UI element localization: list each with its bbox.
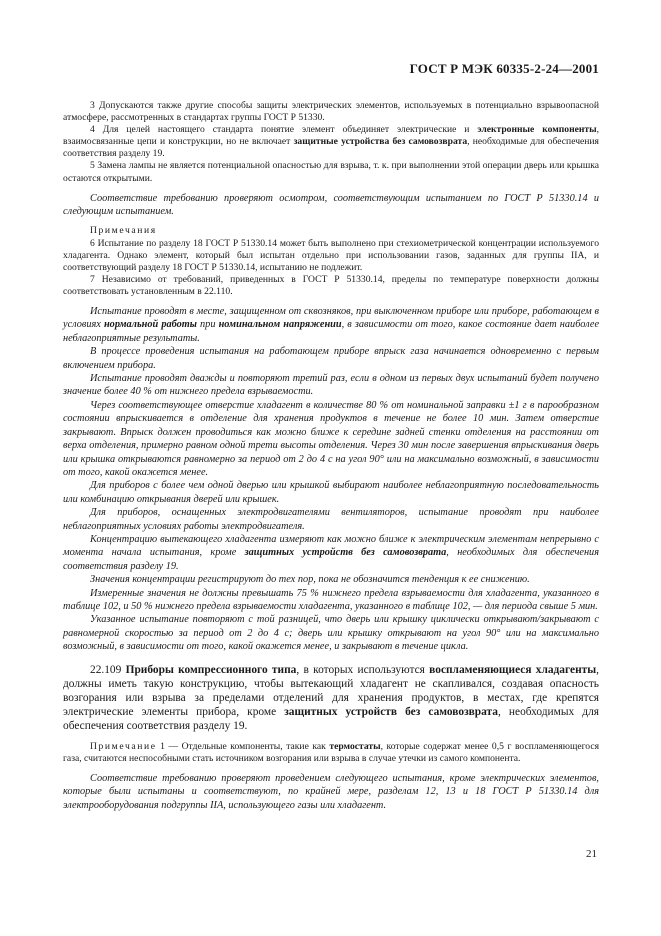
paragraph-note-6: 6 Испытание по разделу 18 ГОСТ Р 51330.14 может быть выполнено при стехиометрической концентрации используемого хладагента. Однако элемент, который был испытан отдельно при использовании газов, заданных для группы IIA, и соответствующий разделу 18 ГОСТ Р 51330.14, испытанию не подлежит. bbox=[63, 237, 599, 273]
page-number: 21 bbox=[586, 848, 597, 860]
paragraph-test-location: Испытание проводят в месте, защищенном от сквозняков, при выключенном приборе или приборе, работающем в условиях нормальной работы при номинальном напряжении, в зависимости от того, какое состояние дает наиболее неблагоприятные результаты. bbox=[63, 306, 600, 344]
paragraph-compliance-1: Соответствие требованию проверяют осмотром, соответствующим испытанием по ГОСТ Р 51330.14 и следующим испытанием. bbox=[63, 192, 599, 218]
paragraph-compliance-2: Соответствие требованию проверяют проведением следующего испытания, кроме электрических элементов, которые были испытаны и соответствуют, по крайней мере, разделам 12, 13 и 18 ГОСТ Р 51330.14 для электрооборудования подгруппы IIA, использующего газы или хладагент. bbox=[63, 772, 599, 811]
paragraph-note-5: 5 Замена лампы не является потенциальной опасностью для взрыва, т. к. при выполнении этой операции дверь или крышка остаются открытыми. bbox=[63, 160, 599, 184]
paragraph-note-4: 4 Для целей настоящего стандарта понятие элемент объединяет электрические и электронные компоненты, взаимосвязанные цепи и конструкции, но не включает защитные устройства без самовозврата, необходимые для обеспечения соответствия разделу 19. bbox=[63, 124, 599, 160]
paragraph-multiple-doors: Для приборов с более чем одной дверью или крышкой выбирают наиболее неблагоприятную последовательность или комбинацию открывания дверей или крышек. bbox=[63, 480, 599, 505]
term-normal-operation: нормальной работы bbox=[103, 319, 197, 331]
term-thermostats: термостаты bbox=[329, 740, 381, 752]
paragraph-concentration-measure: Концентрацию вытекающего хладагента измеряют как можно ближе к электрическим элементам непрерывно с момента начала испытания, кроме защитных устройств без самовозврата, необходимых для обеспечения соответствия разделу 19. bbox=[63, 533, 599, 572]
term-protective-devices: защитных устройств без самовозврата bbox=[284, 706, 498, 719]
term-rated-voltage: номинальном напряжении bbox=[218, 319, 342, 331]
paragraph-concentration-record: Значения концентрации регистрируют до тех пор, пока не обозначится тенденция к ее снижению. bbox=[90, 574, 530, 586]
paragraph-injection-procedure: Через соответствующее отверстие хладагент в количестве 80 % от номинальной заправки ±1 г в парообразном состоянии впрыскивается в отделение для хранения продуктов в течение не более 10 мин. Затем отверстие закрывают. Впрыск должен проводиться как можно ближе к середине задней стенки отделения на расстоянии от верха отделения, примерно равном одной трети высоты отделения. Через 30 мин после завершения впрыскивания дверь или крышка открываются равномерно за период от 2 до 4 с на угол 90° или на максимально возможный, в зависимости от того, какой окажется менее. bbox=[63, 399, 599, 478]
notes-heading: Примечания bbox=[90, 225, 157, 237]
paragraph-measured-limits: Измеренные значения не должны превышать 75 % нижнего предела взрываемости для хладагента, указанного в таблице 102, и 50 % нижнего предела взрываемости хладагента, указанного в таблице 102, — для периода свыше 5 мин. bbox=[63, 587, 599, 612]
paragraph-fan-motors: Для приборов, оснащенных электродвигателями вентиляторов, испытание проводят при наиболее неблагоприятных условиях работы электродвигателя. bbox=[63, 507, 599, 532]
paragraph-note-1: Примечание 1 — Отдельные компоненты, такие как термостаты, которые содержат менее 0,5 г воспламеняющегося газа, считаются неспособными стать источником возгорания или взрыва в случае утечки из самого компонента. bbox=[63, 740, 599, 764]
page-content bbox=[63, 100, 599, 812]
paragraph-note-7: 7 Независимо от требований, приведенных в ГОСТ Р 51330.14, пределы по температуре поверхности должны соответствовать установленным в 22.110. bbox=[63, 273, 599, 297]
paragraph-note-3: 3 Допускаются также другие способы защиты электрических элементов, используемых в потенциально взрывоопасной атмосфере, рассмотренных в стандартах группы ГОСТ Р 51330. bbox=[63, 100, 599, 124]
standard-header: ГОСТ Р МЭК 60335-2-24—2001 bbox=[409, 61, 599, 76]
term-protective-devices: защитные устройства без самовозврата bbox=[293, 136, 468, 148]
clause-22-109: 22.109 Приборы компрессионного типа, в которых используются воспламеняющиеся хладагенты, должны иметь такую конструкцию, чтобы вытекающий хладагент не скапливался, создавая опасность возгорания или взрыва за пределами отделений для хранения продуктов, в местах, где крепятся электрические элементы прибора, кроме защитных устройств без самовозврата, необходимых для обеспечения соответствия разделу 19. bbox=[63, 663, 600, 733]
paragraph-injection-start: В процессе проведения испытания на работающем приборе впрыск газа начинается одновременно с первым включением прибора. bbox=[63, 346, 599, 371]
term-electronic-components: электронные компоненты bbox=[477, 124, 597, 136]
term-flammable-refrigerants: воспламеняющиеся хладагенты bbox=[429, 663, 597, 676]
term-protective-devices: защитных устройств без самовозврата bbox=[244, 547, 447, 559]
paragraph-cyclic-test: Указанное испытание повторяют с той разницей, что дверь или крышку циклически открывают/закрывают с равномерной скоростью за период от 2 до 4 с; дверь или крышку открывают на угол 90° или на максимально возможный, в зависимости от того, какой окажется менее, и закрывают в течение цикла. bbox=[63, 614, 599, 653]
term-compression-appliances: Приборы компрессионного типа bbox=[125, 663, 297, 676]
paragraph-test-repeat: Испытание проводят дважды и повторяют третий раз, если в одном из первых двух испытаний будет получено значение более 40 % от нижнего предела взрываемости. bbox=[63, 373, 599, 398]
